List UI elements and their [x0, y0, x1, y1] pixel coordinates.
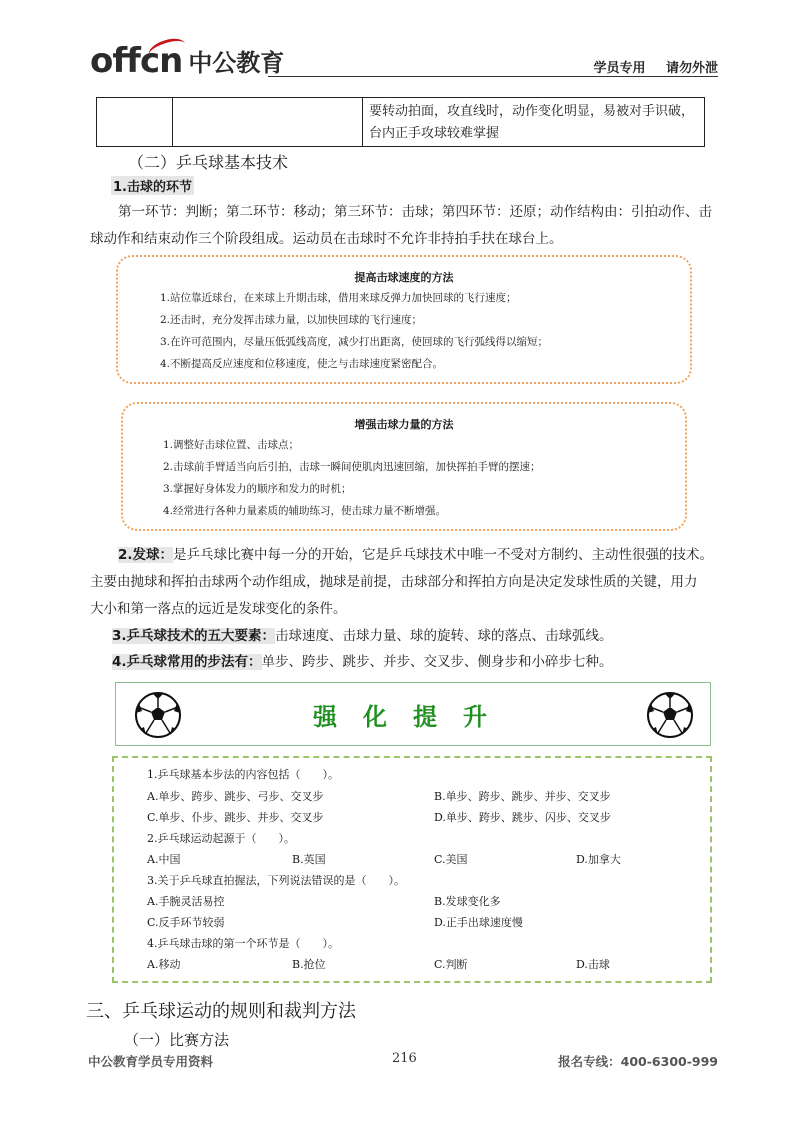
logo-latin: offcn	[90, 44, 182, 78]
table-divider	[172, 98, 173, 146]
option-1b: B.单步、跨步、跳步、并步、交叉步	[434, 790, 611, 803]
option-3c: C.反手环节较弱	[147, 916, 225, 929]
box-list	[160, 287, 690, 375]
header-rule	[268, 76, 718, 77]
quiz-box	[112, 756, 712, 983]
option-4a: A.移动	[147, 958, 181, 971]
logo-cn: 中公教育	[188, 49, 285, 77]
list-item: 1.调整好击球位置、击球点；	[163, 439, 300, 451]
serve-text-a: 是乒乓球比赛中每一分的开始，它是乒乓球技术中唯一不受对方制约、主动性很强的技术。	[173, 547, 714, 563]
paragraph-serve-cont: 主要由抛球和挥拍击球两个动作组成，抛球是前提，击球部分和挥拍方向是决定发球性质的关键，用力	[90, 574, 698, 590]
option-2d: D.加拿大	[576, 853, 621, 866]
question-3: 3.关于乒乓球直拍握法，下列说法错误的是（ ）。	[147, 874, 405, 887]
option-2a: A.中国	[147, 853, 181, 866]
footer-hotline: 报名专线：400-6300-999	[558, 1054, 718, 1069]
lead-footwork: 4.乒乓球常用的步法有：	[112, 654, 262, 670]
practice-banner	[115, 682, 711, 746]
option-4b: B.抢位	[292, 958, 326, 971]
list-item: 2.还击时，充分发挥击球力量，以加快回球的飞行速度；	[160, 314, 423, 326]
subheading-match-method: （一）比赛方法	[124, 1031, 230, 1049]
paragraph-serve-cont2: 大小和第一落点的远近是发球变化的条件。	[90, 601, 347, 617]
option-2c: C.美国	[434, 853, 468, 866]
footer-left: 中公教育学员专用资料	[88, 1054, 214, 1069]
paragraph-five-elements	[112, 622, 742, 650]
paragraph-footwork	[112, 648, 742, 676]
subheading-stroke-phases: 1.击球的环节	[111, 176, 194, 195]
option-1a: A.单步、跨步、跳步、弓步、交叉步	[147, 790, 324, 803]
list-item: 3.在许可范围内，尽量压低弧线高度，减少打出距离，使回球的飞行弧线得以缩短；	[160, 336, 549, 348]
paragraph-serve	[90, 541, 720, 569]
box-list	[163, 434, 685, 522]
option-4c: C.判断	[434, 958, 468, 971]
header-tags	[593, 57, 718, 76]
header-tag-students-only: 学员专用	[593, 61, 646, 76]
banner-title: 强化提升	[313, 702, 513, 731]
page-number: 216	[392, 1051, 417, 1066]
lead-five-elements: 3.乒乓球技术的五大要素：	[112, 628, 276, 644]
table-cell-text: 要转动拍面，攻直线时，动作变化明显，易被对手识破，台内正手攻球较难掌握	[369, 104, 695, 141]
section-title-basic-technique: （二）乒乓球基本技术	[128, 153, 289, 172]
option-1d: D.单步、跨步、跳步、闪步、交叉步	[434, 811, 611, 824]
five-elements-text: 击球速度、击球力量、球的旋转、球的落点、击球弧线。	[275, 628, 613, 644]
option-4d: D.击球	[576, 958, 610, 971]
section-title-rules: 三、乒乓球运动的规则和裁判方法	[86, 1001, 356, 1022]
list-item: 2.击球前手臂适当向后引拍，击球一瞬间使肌肉迅速回缩，加快挥拍手臂的摆速；	[163, 461, 541, 473]
lead-serve: 2.发球：	[118, 547, 174, 563]
header-tag-no-distribution: 请勿外泄	[665, 61, 718, 76]
paragraph-stroke-phases: 第一环节：判断；第二环节：移动；第三环节：击球；第四环节：还原；动作结构由：引拍动作、击球动作和结束动作三个阶段组成。运动员在击球时不允许非持拍手扶在球台上。	[90, 204, 712, 247]
offcn-logo	[90, 38, 285, 81]
option-2b: B.英国	[292, 853, 326, 866]
box-increase-power	[121, 402, 687, 531]
question-4: 4.乒乓球击球的第一个环节是（ ）。	[147, 937, 339, 950]
question-2: 2.乒乓球运动起源于（ ）。	[147, 832, 295, 845]
table-divider	[362, 98, 363, 146]
list-item: 4.不断提高反应速度和位移速度，使之与击球速度紧密配合。	[160, 358, 444, 370]
box-improve-speed	[116, 255, 692, 384]
list-item: 3.掌握好身体发力的顺序和发力的时机；	[163, 483, 352, 495]
option-1c: C.单步、仆步、跳步、并步、交叉步	[147, 811, 324, 824]
box-title: 增强击球力量的方法	[354, 418, 454, 431]
question-1: 1.乒乓球基本步法的内容包括（ ）。	[147, 768, 339, 781]
list-item: 1.站位靠近球台，在来球上升期击球，借用来球反弹力加快回球的飞行速度；	[160, 292, 517, 304]
option-3b: B.发球变化多	[434, 895, 501, 908]
option-3d: D.正手出球速度慢	[434, 916, 523, 929]
footwork-text: 单步、跨步、跳步、并步、交叉步、侧身步和小碎步七种。	[261, 654, 613, 670]
box-title: 提高击球速度的方法	[354, 271, 454, 284]
list-item: 4.经常进行各种力量素质的辅助练习，使击球力量不断增强。	[163, 505, 447, 517]
option-3a: A.手腕灵活易控	[147, 895, 225, 908]
soccer-ball-icon	[646, 691, 694, 739]
table-fragment	[96, 97, 705, 147]
